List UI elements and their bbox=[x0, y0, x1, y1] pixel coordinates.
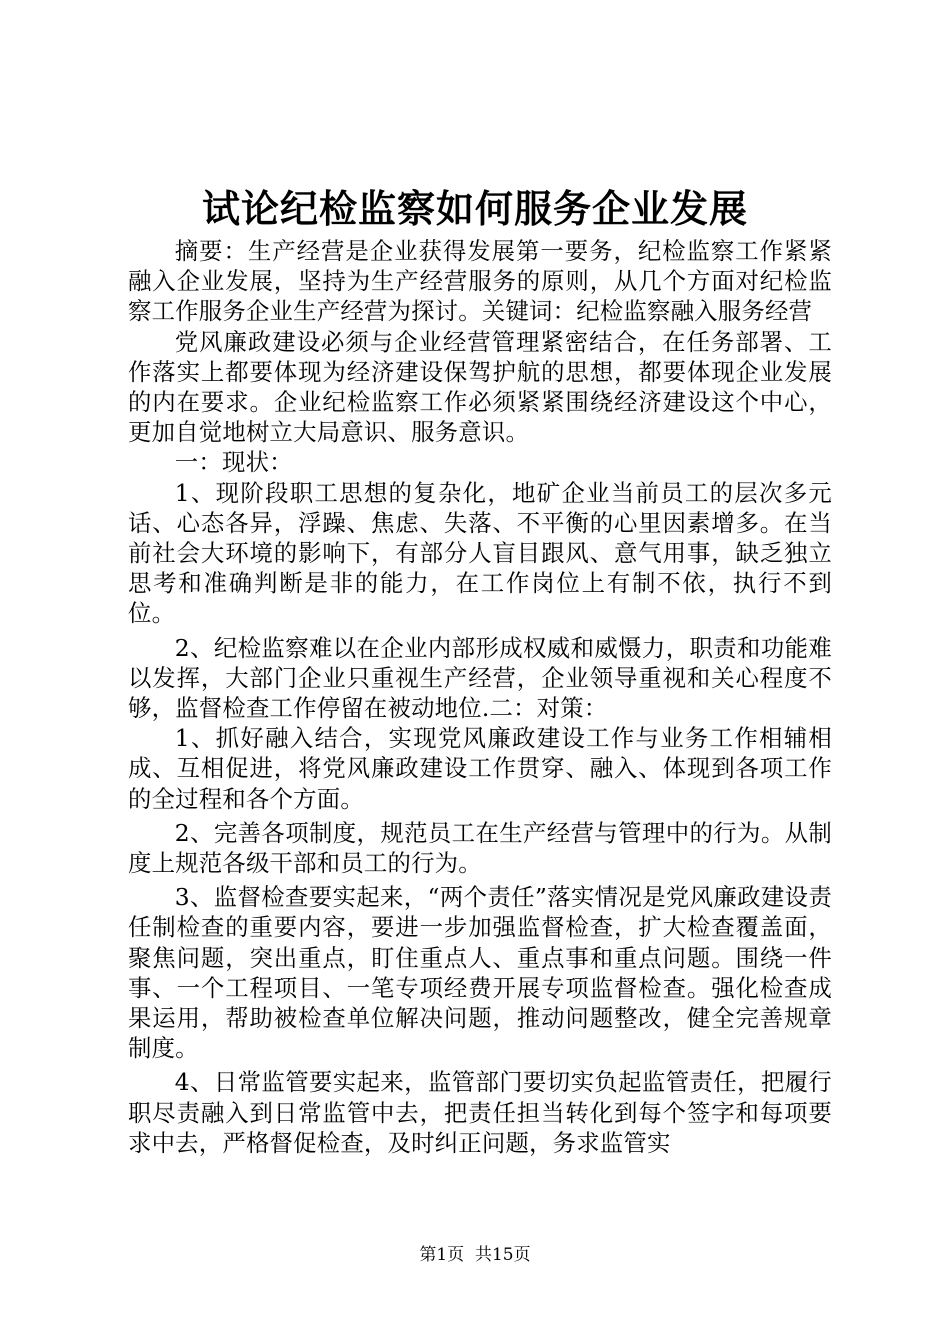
page-footer bbox=[0, 1244, 950, 1266]
body-paragraph: 2、纪检监察难以在企业内部形成权威和威慑力，职责和功能难以发挥，大部门企业只重视生产经营，企业领导重视和关心程度不够，监督检查工作停留在被动地位.二：对策： bbox=[128, 633, 832, 723]
body-paragraph: 1、抓好融入结合，实现党风廉政建设工作与业务工作相辅相成、互相促进，将党风廉政建设工作贯穿、融入、体现到各项工作的全过程和各个方面。 bbox=[128, 724, 832, 813]
document-body bbox=[128, 236, 832, 1158]
page-number-label: 第1页 共15页 bbox=[419, 1245, 531, 1265]
document-title: 试论纪检监察如何服务企业发展 bbox=[201, 186, 748, 231]
body-paragraph: 3、监督检查要实起来，“两个责任”落实情况是党风廉政建设责任制检查的重要内容，要进一步加强监督检查，扩大检查覆盖面，聚焦问题，突出重点，盯住重点人、重点事和重点问题。围绕一件事、一个工程项目、一笔专项经费开展专项监督检查。强化检查成果运用，帮助被检查单位解决问题，推动问题整改，健全完善规章制度。 bbox=[128, 883, 832, 1063]
body-paragraph: 4、日常监管要实起来，监管部门要切实负起监管责任，把履行职尽责融入到日常监管中去，把责任担当转化到每个签字和每项要求中去，严格督促检查，及时纠正问题，务求监管实 bbox=[128, 1068, 832, 1157]
section-heading-status: 一：现状： bbox=[174, 448, 293, 477]
abstract-paragraph: 摘要：生产经营是企业获得发展第一要务，纪检监察工作紧紧融入企业发展，坚持为生产经营服务的原则，从几个方面对纪检监察工作服务企业生产经营为探讨。关键词：纪检监察融入服务经营 bbox=[128, 237, 832, 326]
body-paragraph: 党风廉政建设必须与企业经营管理紧密结合，在任务部署、工作落实上都要体现为经济建设保驾护航的思想，都要体现企业发展的内在要求。企业纪检监察工作必须紧紧围绕经济建设这个中心，更加自觉地树立大局意识、服务意识。 bbox=[128, 327, 832, 447]
body-paragraph: 2、完善各项制度，规范员工在生产经营与管理中的行为。从制度上规范各级干部和员工的行为。 bbox=[128, 818, 832, 878]
body-paragraph: 1、现阶段职工思想的复杂化，地矿企业当前员工的层次多元话、心态各异，浮躁、焦虑、失落、不平衡的心里因素增多。在当前社会大环境的影响下，有部分人盲目跟风、意气用事，缺乏独立思考和准确判断是非的能力，在工作岗位上有制不依，执行不到位。 bbox=[128, 478, 832, 628]
